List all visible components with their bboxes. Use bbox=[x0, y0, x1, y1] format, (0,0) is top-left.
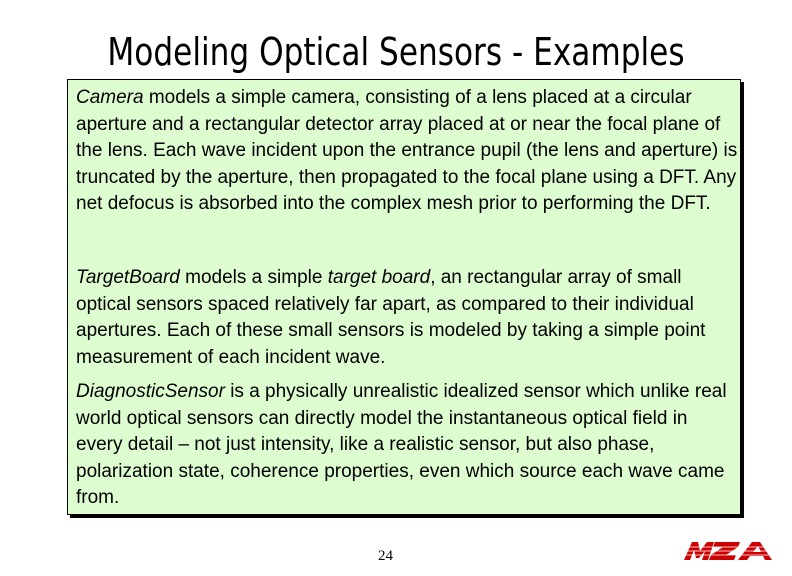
content-box bbox=[67, 79, 741, 515]
term-targetboard: TargetBoard bbox=[76, 267, 180, 288]
page-number: 24 bbox=[378, 548, 393, 564]
camera-description: models a simple camera, consisting of a lens placed at a circular aperture and a rectangular detector array placed at or near the focal plane of the lens. Each wave incident upon the entrance pupil (the lens and aperture) is truncated by the aperture, then propagated to the focal plane using a DFT. Any net defocus is absorbed into the complex mesh prior to performing the DFT. bbox=[76, 87, 738, 214]
paragraph-camera bbox=[76, 85, 738, 218]
paragraph-targetboard bbox=[76, 265, 738, 371]
mza-logo-icon bbox=[682, 538, 774, 562]
targetboard-description-start: models a simple bbox=[179, 267, 328, 288]
targetboard-emphasis: target board bbox=[327, 267, 431, 288]
slide-title: Modeling Optical Sensors - Examples bbox=[107, 30, 685, 74]
paragraph-diagnosticsensor bbox=[76, 379, 738, 512]
diagnosticsensor-description: is a physically unrealistic idealized sensor which unlike real world optical sensors can directly model the instantaneous optical field in every detail – not just intensity, like a realistic sensor, but also phase, polarization state, coherence properties, even which source each wave came from. bbox=[76, 381, 727, 508]
term-diagnosticsensor: DiagnosticSensor bbox=[76, 381, 225, 402]
targetboard-description-end: , an rectangular array of small optical sensors spaced relatively far apart, as compared to their individual apertures. Each of these small sensors is modeled by taking a simple point measurement of each incident wave. bbox=[76, 267, 706, 368]
term-camera: Camera bbox=[76, 87, 144, 108]
